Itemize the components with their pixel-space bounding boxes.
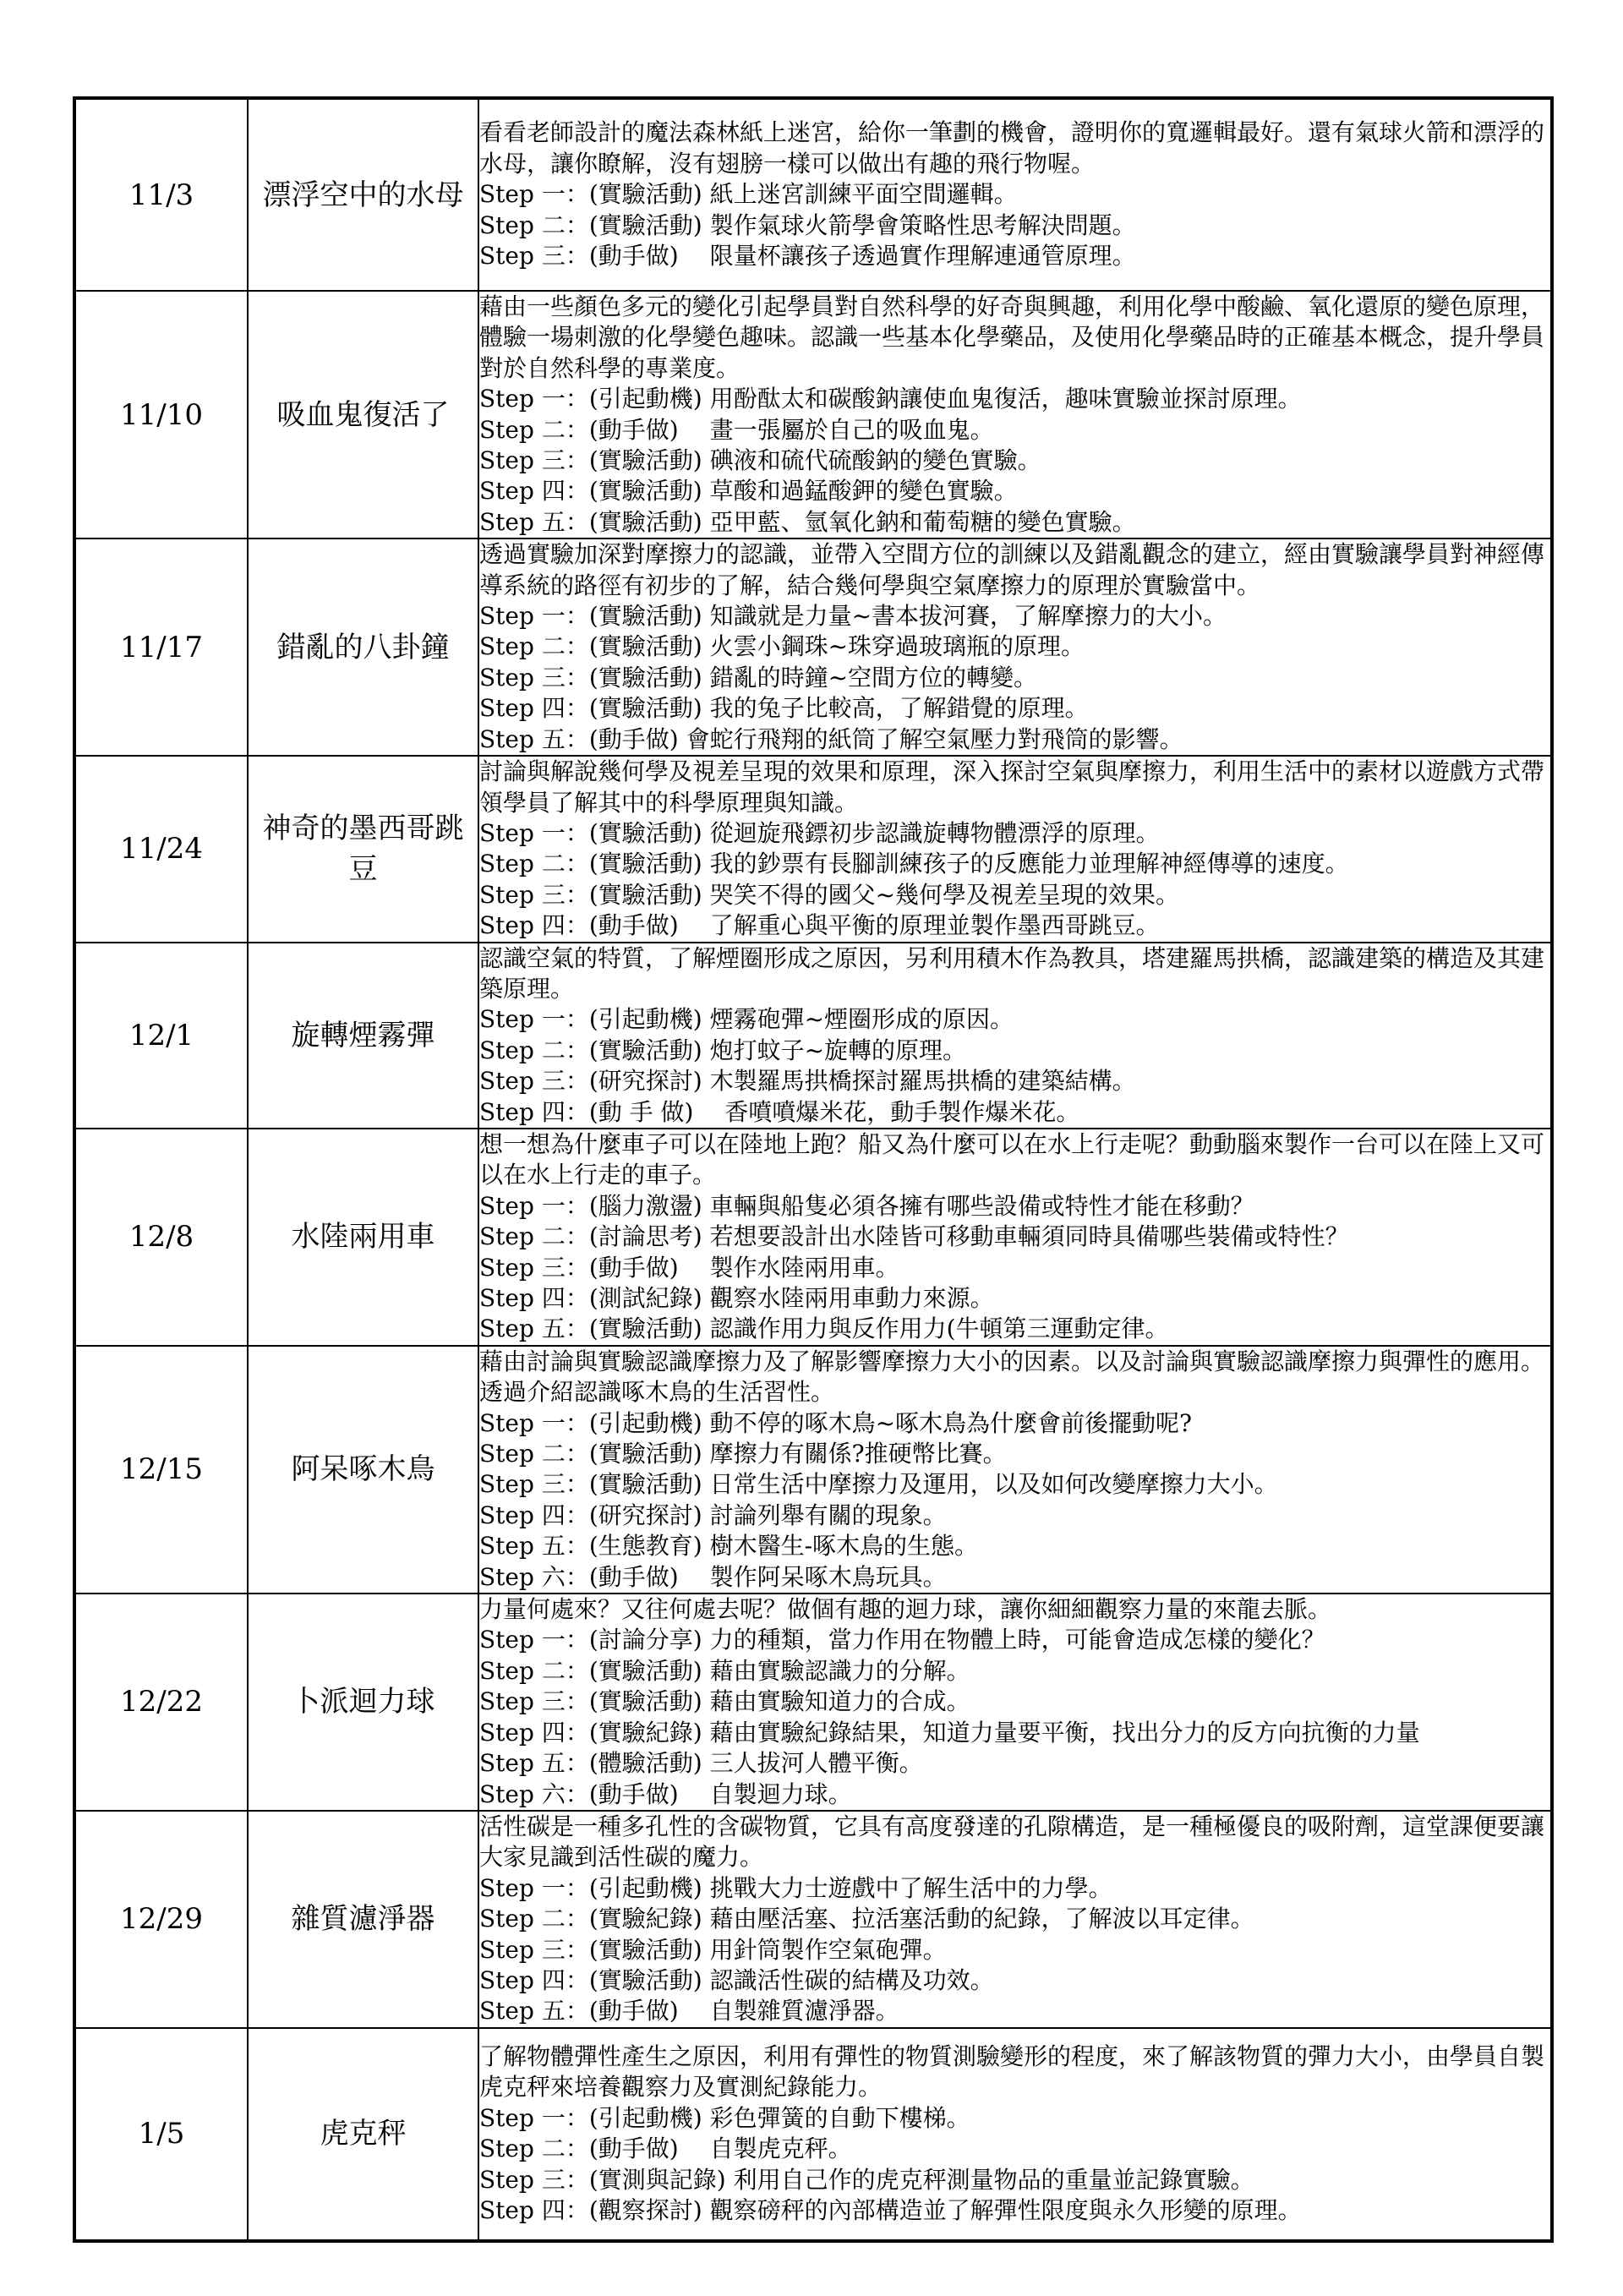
table-row xyxy=(74,2028,1552,2241)
session-intro: 力量何處來？又往何處去呢？做個有趣的迴力球，讓你細細觀察力量的來龍去脈。 xyxy=(479,1595,1332,1624)
session-step: Step 五：(動手做) 自製雜質濾淨器。 xyxy=(479,1997,899,2025)
session-title: 旋轉煙霧彈 xyxy=(248,943,478,1129)
session-step: Step 五：(實驗活動) 亞甲藍、氫氧化鈉和葡萄糖的變色實驗。 xyxy=(479,507,1136,536)
table-row xyxy=(74,1594,1552,1811)
session-step: Step 四：(動 手 做) 香噴噴爆米花，動手製作爆米花。 xyxy=(479,1097,1080,1126)
session-title: 卜派迴力球 xyxy=(248,1594,478,1811)
session-step: Step 二：(動手做) 自製虎克秤。 xyxy=(479,2135,852,2163)
session-step: Step 六：(動手做) 自製迴力球。 xyxy=(479,1779,852,1808)
table-row xyxy=(74,1129,1552,1346)
session-step: Step 三：(實驗活動) 用針筒製作空氣砲彈。 xyxy=(479,1935,947,1964)
session-date: 11/24 xyxy=(74,756,248,942)
session-step: Step 五：(生態教育) 樹木醫生-啄木鳥的生態。 xyxy=(479,1532,979,1561)
session-date: 12/29 xyxy=(74,1811,248,2028)
session-step: Step 三：(實驗活動) 藉由實驗知道力的合成。 xyxy=(479,1687,970,1716)
session-step: Step 四：(測試紀錄) 觀察水陸兩用車動力來源。 xyxy=(479,1284,994,1312)
session-step: Step 一：(引起動機) 挑戰大力士遊戲中了解生活中的力學。 xyxy=(479,1873,1112,1902)
session-step: Step 一：(實驗活動) 從迴旋飛鏢初步認識旋轉物體漂浮的原理。 xyxy=(479,818,1160,847)
session-description xyxy=(478,756,1552,942)
session-step: Step 五：(動手做) 會蛇行飛翔的紙筒了解空氣壓力對飛筒的影響。 xyxy=(479,724,1183,753)
session-step: Step 一：(實驗活動) 紙上迷宮訓練平面空間邏輯。 xyxy=(479,180,1018,209)
session-step: Step 一：(引起動機) 用酚酞太和碳酸鈉讓使血鬼復活，趣味實驗並探討原理。 xyxy=(479,385,1302,413)
session-intro: 討論與解說幾何學及視差呈現的效果和原理，深入探討空氣與摩擦力，利用生活中的素材以遊戲方式帶領學員了解其中的科學原理與知識。 xyxy=(479,757,1545,817)
schedule-body xyxy=(74,98,1552,2241)
session-date: 1/5 xyxy=(74,2028,248,2241)
session-description xyxy=(478,943,1552,1129)
session-description xyxy=(478,1811,1552,2028)
table-row xyxy=(74,538,1552,756)
session-step: Step 六：(動手做) 製作阿呆啄木鳥玩具。 xyxy=(479,1562,947,1591)
session-intro: 認識空氣的特質，了解煙圈形成之原因，另利用積木作為教具，塔建羅馬拱橋，認識建築的構造及其建築原理。 xyxy=(479,943,1545,1003)
session-step: Step 二：(實驗活動) 火雲小鋼珠~珠穿過玻璃瓶的原理。 xyxy=(479,632,1085,661)
session-step: Step 四：(實驗活動) 我的兔子比較高，了解錯覺的原理。 xyxy=(479,694,1089,723)
session-title: 錯亂的八卦鐘 xyxy=(248,538,478,756)
session-step: Step 一：(引起動機) 彩色彈簧的自動下樓梯。 xyxy=(479,2103,970,2132)
session-step: Step 二：(實驗活動) 摩擦力有關係?推硬幣比賽。 xyxy=(479,1440,1007,1468)
session-date: 12/8 xyxy=(74,1129,248,1346)
session-step: Step 三：(實驗活動) 錯亂的時鐘~空間方位的轉變。 xyxy=(479,663,1038,692)
session-step: Step 五：(體驗活動) 三人拔河人體平衡。 xyxy=(479,1749,923,1778)
session-date: 11/3 xyxy=(74,98,248,291)
table-row xyxy=(74,291,1552,538)
session-date: 11/17 xyxy=(74,538,248,756)
session-step: Step 二：(實驗活動) 藉由實驗認識力的分解。 xyxy=(479,1656,970,1685)
session-step: Step 二：(實驗活動) 我的鈔票有長腳訓練孩子的反應能力並理解神經傳導的速度。 xyxy=(479,850,1349,878)
table-row xyxy=(74,943,1552,1129)
session-title: 水陸兩用車 xyxy=(248,1129,478,1346)
session-intro: 了解物體彈性產生之原因，利用有彈性的物質測驗變形的程度，來了解該物質的彈力大小，由學員自製虎克秤來培養觀察力及實測紀錄能力。 xyxy=(479,2042,1545,2102)
session-step: Step 四：(實驗活動) 草酸和過錳酸鉀的變色實驗。 xyxy=(479,477,1018,506)
session-title: 阿呆啄木鳥 xyxy=(248,1346,478,1594)
session-description xyxy=(478,1346,1552,1594)
session-description xyxy=(478,98,1552,291)
session-step: Step 一：(討論分享) 力的種類，當力作用在物體上時，可能會造成怎樣的變化？ xyxy=(479,1626,1325,1654)
session-intro: 想一想為什麼車子可以在陸地上跑？船又為什麼可以在水上行走呢？動動腦來製作一台可以在陸上又可以在水上行走的車子。 xyxy=(479,1129,1545,1189)
session-step: Step 三：(實驗活動) 碘液和硫代硫酸鈉的變色實驗。 xyxy=(479,446,1041,475)
session-date: 12/22 xyxy=(74,1594,248,1811)
session-title: 吸血鬼復活了 xyxy=(248,291,478,538)
session-intro: 看看老師設計的魔法森林紙上迷宮，給你一筆劃的機會，證明你的寬邏輯最好。還有氣球火箭和漂浮的水母，讓你瞭解，沒有翅膀一樣可以做出有趣的飛行物喔。 xyxy=(479,118,1545,178)
session-step: Step 三：(實測與記錄) 利用自己作的虎克秤測量物品的重量並記錄實驗。 xyxy=(479,2165,1254,2194)
session-title: 雜質濾淨器 xyxy=(248,1811,478,2028)
session-intro: 活性碳是一種多孔性的含碳物質，它具有高度發達的孔隙構造，是一種極優良的吸附劑，這堂課便要讓大家見識到活性碳的魔力。 xyxy=(479,1812,1545,1872)
session-step: Step 四：(實驗活動) 認識活性碳的結構及功效。 xyxy=(479,1965,994,1994)
session-step: Step 三：(動手做) 製作水陸兩用車。 xyxy=(479,1253,899,1282)
session-step: Step 二：(討論思考) 若想要設計出水陸皆可移動車輛須同時具備哪些裝備或特性？ xyxy=(479,1222,1349,1251)
table-row xyxy=(74,98,1552,291)
session-description xyxy=(478,1129,1552,1346)
session-step: Step 四：(研究探討) 討論列舉有關的現象。 xyxy=(479,1501,947,1529)
session-description xyxy=(478,538,1552,756)
session-step: Step 三：(實驗活動) 日常生活中摩擦力及運用，以及如何改變摩擦力大小。 xyxy=(479,1470,1278,1499)
session-date: 12/15 xyxy=(74,1346,248,1594)
session-intro: 透過實驗加深對摩擦力的認識，並帶入空間方位的訓練以及錯亂觀念的建立，經由實驗讓學員對神經傳導系統的路徑有初步的了解，結合幾何學與空氣摩擦力的原理於實驗當中。 xyxy=(479,540,1545,599)
session-step: Step 四：(實驗紀錄) 藉由實驗紀錄結果，知道力量要平衡，找出分力的反方向抗衡的力量 xyxy=(479,1718,1420,1747)
session-description xyxy=(478,291,1552,538)
course-schedule-table xyxy=(73,96,1554,2243)
session-step: Step 二：(實驗活動) 炮打蚊子~旋轉的原理。 xyxy=(479,1036,967,1064)
session-step: Step 三：(研究探討) 木製羅馬拱橋探討羅馬拱橋的建築結構。 xyxy=(479,1067,1136,1096)
session-step: Step 四：(動手做) 了解重心與平衡的原理並製作墨西哥跳豆。 xyxy=(479,911,1160,940)
session-step: Step 一：(引起動機) 動不停的啄木鳥~啄木鳥為什麼會前後擺動呢? xyxy=(479,1408,1193,1437)
session-title: 漂浮空中的水母 xyxy=(248,98,478,291)
table-row xyxy=(74,1346,1552,1594)
session-step: Step 二：(動手做) 畫一張屬於自己的吸血鬼。 xyxy=(479,415,994,444)
session-step: Step 一：(腦力激盪) 車輛與船隻必須各擁有哪些設備或特性才能在移動？ xyxy=(479,1191,1254,1220)
session-step: Step 五：(實驗活動) 認識作用力與反作用力(牛頓第三運動定律。 xyxy=(479,1315,1169,1343)
session-intro: 藉由討論與實驗認識摩擦力及了解影響摩擦力大小的因素。以及討論與實驗認識摩擦力與彈性的應用。透過介紹認識啄木鳥的生活習性。 xyxy=(479,1347,1545,1407)
session-step: Step 三：(實驗活動) 哭笑不得的國父~幾何學及視差呈現的效果。 xyxy=(479,880,1180,909)
session-title: 神奇的墨西哥跳豆 xyxy=(248,756,478,942)
session-step: Step 三：(動手做) 限量杯讓孩子透過實作理解連通管原理。 xyxy=(479,242,1136,271)
session-step: Step 二：(實驗活動) 製作氣球火箭學會策略性思考解決問題。 xyxy=(479,210,1136,239)
session-step: Step 四：(觀察探討) 觀察磅秤的內部構造並了解彈性限度與永久形變的原理。 xyxy=(479,2196,1302,2225)
table-row xyxy=(74,1811,1552,2028)
session-intro: 藉由一些顏色多元的變化引起學員對自然科學的好奇與興趣，利用化學中酸鹼、氧化還原的變色原理，體驗一場刺激的化學變色趣味。認識一些基本化學藥品，及使用化學藥品時的正確基本概念，提升學員對於自然科學的專業度。 xyxy=(479,292,1545,382)
session-description xyxy=(478,2028,1552,2241)
session-step: Step 一：(實驗活動) 知識就是力量~書本拔河賽，了解摩擦力的大小。 xyxy=(479,602,1227,631)
session-step: Step 二：(實驗紀錄) 藉由壓活塞、拉活塞活動的紀錄，了解波以耳定律。 xyxy=(479,1905,1254,1933)
session-description xyxy=(478,1594,1552,1811)
session-step: Step 一：(引起動機) 煙霧砲彈~煙圈形成的原因。 xyxy=(479,1005,1014,1034)
session-title: 虎克秤 xyxy=(248,2028,478,2241)
session-date: 11/10 xyxy=(74,291,248,538)
table-row xyxy=(74,756,1552,942)
session-date: 12/1 xyxy=(74,943,248,1129)
